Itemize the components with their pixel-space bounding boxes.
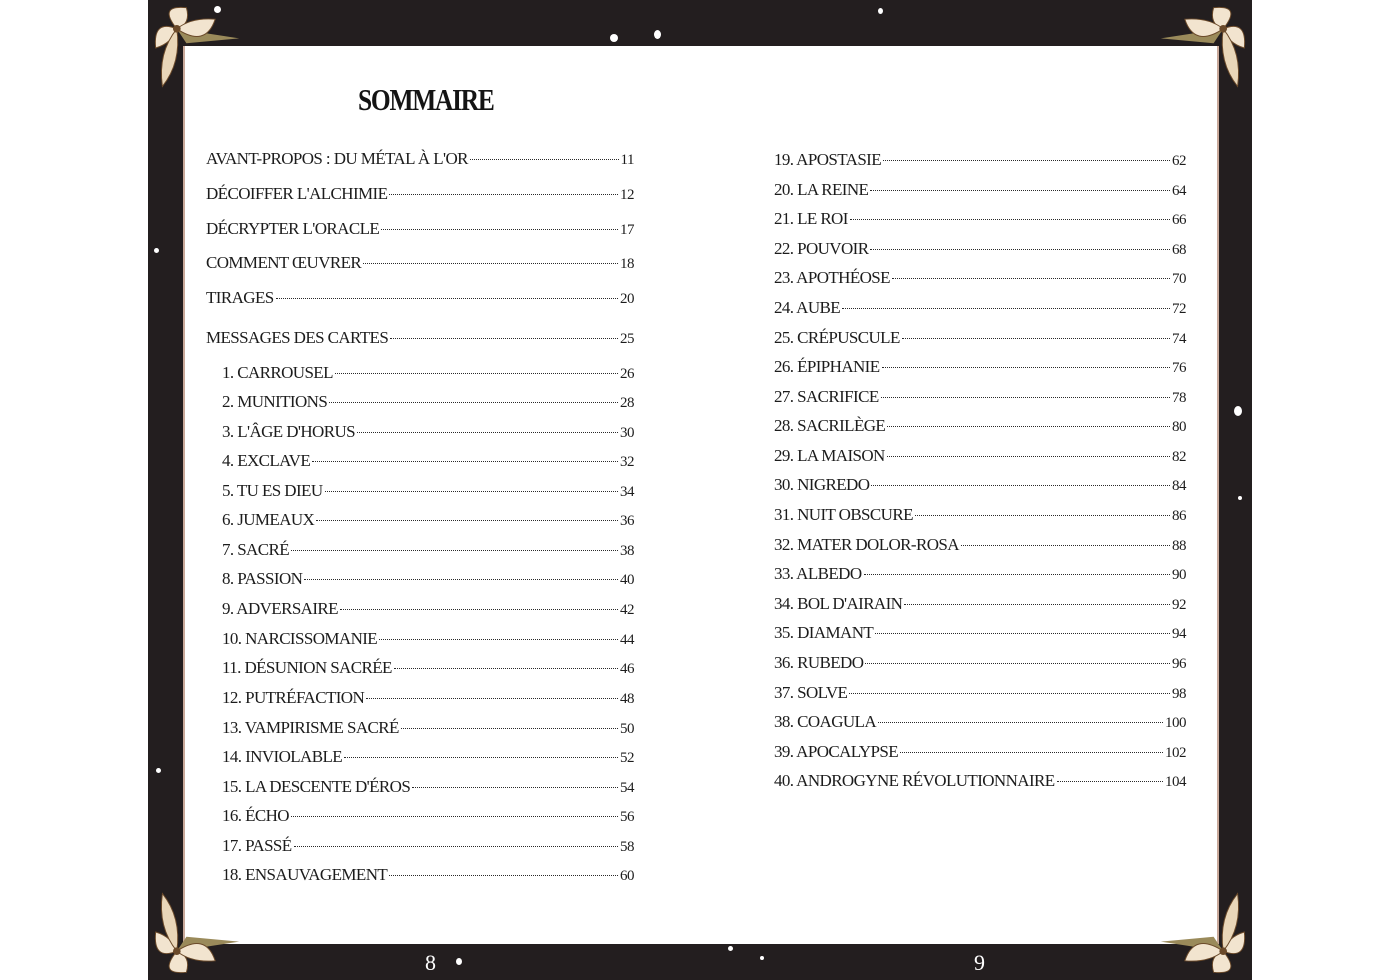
toc-entry-page: 92 — [1172, 597, 1186, 613]
dot-leader — [883, 160, 1170, 161]
toc-entry-label: 13. VAMPIRISME SACRÉ — [222, 718, 399, 737]
dot-leader — [870, 190, 1170, 191]
toc-entry-page: 94 — [1172, 626, 1186, 642]
toc-entry — [774, 209, 1186, 233]
toc-entry — [774, 771, 1186, 795]
dot-leader — [961, 545, 1170, 546]
toc-entry-label: 38. COAGULA — [774, 712, 877, 731]
toc-entry-page: 46 — [620, 661, 634, 677]
toc-entry — [206, 219, 634, 243]
toc-entry-label: 6. JUMEAUX — [222, 510, 315, 529]
dot-leader — [291, 550, 618, 551]
toc-entry-label: 9. ADVERSAIRE — [222, 599, 338, 618]
toc-entry-page: 44 — [620, 632, 634, 648]
toc-entry-label: AVANT-PROPOS : DU MÉTAL À L'OR — [206, 149, 468, 168]
dot-leader — [329, 402, 618, 403]
toc-entry-label: 3. L'ÂGE D'HORUS — [222, 422, 355, 441]
toc-entry — [774, 594, 1186, 618]
toc-entry-label: 18. ENSAUVAGEMENT — [222, 865, 388, 884]
toc-entry — [774, 357, 1186, 381]
toc-entry-label: 30. NIGREDO — [774, 475, 870, 494]
toc-entry-label: 5. TU ES DIEU — [222, 481, 323, 500]
toc-entry-page: 72 — [1172, 301, 1186, 317]
toc-entry — [774, 239, 1186, 263]
toc-entry — [774, 416, 1186, 440]
dot-leader — [881, 397, 1170, 398]
dot-leader — [871, 485, 1170, 486]
toc-entry-page: 11 — [620, 152, 634, 168]
flower-corner-icon — [1156, 884, 1252, 980]
toc-entry-page: 82 — [1172, 449, 1186, 465]
toc-entry-page: 68 — [1172, 242, 1186, 258]
toc-entry — [222, 422, 634, 446]
toc-entry — [222, 806, 634, 830]
flower-corner-icon — [1156, 0, 1252, 96]
toc-entry-label: 34. BOL D'AIRAIN — [774, 594, 903, 613]
toc-entry-page: 100 — [1165, 715, 1186, 731]
toc-entry — [222, 569, 634, 593]
toc-entry-label: 39. APOCALYPSE — [774, 742, 899, 761]
toc-entry-page: 54 — [620, 780, 634, 796]
toc-entry-label: 40. ANDROGYNE RÉVOLUTIONNAIRE — [774, 771, 1055, 790]
flower-corner-icon — [148, 884, 244, 980]
toc-entry — [222, 392, 634, 416]
toc-entry-label: 27. SACRIFICE — [774, 387, 879, 406]
toc-entry-page: 88 — [1172, 538, 1186, 554]
toc-entry-page: 34 — [620, 484, 634, 500]
toc-entry — [222, 718, 634, 742]
toc-entry — [774, 653, 1186, 677]
toc-entry-page: 12 — [620, 187, 634, 203]
toc-entry-label: 2. MUNITIONS — [222, 392, 328, 411]
toc-entry — [222, 481, 634, 505]
toc-entry-page: 42 — [620, 602, 634, 618]
dot-leader — [470, 159, 619, 160]
dot-leader — [1057, 781, 1163, 782]
dot-leader — [291, 816, 618, 817]
toc-entry-page: 20 — [620, 291, 634, 307]
dot-leader — [902, 338, 1170, 339]
toc-entry — [774, 298, 1186, 322]
dot-leader — [389, 875, 618, 876]
toc-entry-page: 25 — [620, 331, 634, 347]
dot-leader — [875, 633, 1170, 634]
toc-entry-page: 32 — [620, 454, 634, 470]
toc-entry — [222, 688, 634, 712]
page-number-right: 9 — [974, 950, 985, 975]
dot-leader — [379, 639, 618, 640]
toc-entry — [774, 683, 1186, 707]
toc-entry-page: 38 — [620, 543, 634, 559]
toc-entry-page: 90 — [1172, 567, 1186, 583]
toc-entry-page: 76 — [1172, 360, 1186, 376]
toc-entry — [206, 253, 634, 277]
toc-entry — [206, 184, 634, 208]
dot-leader — [390, 338, 618, 339]
toc-entry — [222, 540, 634, 564]
toc-entry-label: 33. ALBEDO — [774, 564, 862, 583]
toc-entry-label: 23. APOTHÉOSE — [774, 268, 890, 287]
toc-entry-label: 19. APOSTASIE — [774, 150, 882, 169]
toc-entry-page: 86 — [1172, 508, 1186, 524]
toc-entry-label: 21. LE ROI — [774, 209, 848, 228]
star-dot — [1238, 496, 1242, 500]
dot-leader — [394, 668, 618, 669]
toc-entry-label: 29. LA MAISON — [774, 446, 885, 465]
toc-entry-page: 84 — [1172, 478, 1186, 494]
page-title: SOMMAIRE — [358, 82, 494, 117]
dot-leader — [325, 491, 619, 492]
dot-leader — [294, 846, 618, 847]
toc-entry — [206, 328, 634, 352]
toc-entry-page: 18 — [620, 256, 634, 272]
dot-leader — [900, 752, 1163, 753]
toc-entry-label: 1. CARROUSEL — [222, 363, 333, 382]
toc-entry-label: 28. SACRILÈGE — [774, 416, 886, 435]
toc-entry-label: 12. PUTRÉFACTION — [222, 688, 365, 707]
dot-leader — [316, 520, 618, 521]
flower-corner-icon — [148, 0, 244, 96]
star-dot — [1234, 406, 1242, 416]
toc-entry — [222, 658, 634, 682]
toc-entry-page: 48 — [620, 691, 634, 707]
toc-entry — [222, 777, 634, 801]
toc-entry-page: 40 — [620, 572, 634, 588]
toc-entry-label: TIRAGES — [206, 288, 274, 307]
toc-entry-page: 102 — [1165, 745, 1186, 761]
toc-entry — [222, 865, 634, 889]
dot-leader — [412, 787, 618, 788]
star-dot — [654, 30, 661, 39]
dot-leader — [381, 229, 618, 230]
toc-entry — [774, 475, 1186, 499]
toc-entry-page: 96 — [1172, 656, 1186, 672]
dot-leader — [870, 249, 1170, 250]
dot-leader — [882, 367, 1170, 368]
toc-entry-label: 32. MATER DOLOR-ROSA — [774, 535, 959, 554]
toc-entry-page: 66 — [1172, 212, 1186, 228]
toc-entry — [222, 599, 634, 623]
toc-entry-page: 104 — [1165, 774, 1186, 790]
dot-leader — [357, 432, 618, 433]
toc-entry — [774, 505, 1186, 529]
toc-entry — [774, 180, 1186, 204]
dot-leader — [849, 693, 1170, 694]
dot-leader — [878, 722, 1163, 723]
toc-entry-label: 37. SOLVE — [774, 683, 848, 702]
star-dot — [156, 768, 161, 773]
toc-entry-page: 74 — [1172, 331, 1186, 347]
toc-entry-page: 58 — [620, 839, 634, 855]
toc-entry — [774, 742, 1186, 766]
star-dot — [728, 946, 733, 951]
toc-entry-page: 64 — [1172, 183, 1186, 199]
toc-entry — [222, 629, 634, 653]
toc-entry-label: DÉCRYPTER L'ORACLE — [206, 219, 380, 238]
dot-leader — [887, 426, 1170, 427]
toc-entry-label: 26. ÉPIPHANIE — [774, 357, 880, 376]
toc-entry-page: 62 — [1172, 153, 1186, 169]
star-dot — [610, 34, 618, 42]
toc-entry — [774, 564, 1186, 588]
dot-leader — [842, 308, 1170, 309]
toc-entry-label: 35. DIAMANT — [774, 623, 874, 642]
toc-entry-page: 26 — [620, 366, 634, 382]
toc-entry-label: MESSAGES DES CARTES — [206, 328, 389, 347]
dot-leader — [401, 728, 618, 729]
dot-leader — [340, 609, 618, 610]
toc-entry-label: 24. AUBE — [774, 298, 841, 317]
toc-entry-page: 80 — [1172, 419, 1186, 435]
dot-leader — [363, 263, 618, 264]
toc-entry — [774, 150, 1186, 174]
star-dot — [456, 958, 462, 965]
toc-entry-label: DÉCOIFFER L'ALCHIMIE — [206, 184, 388, 203]
dot-leader — [887, 456, 1170, 457]
toc-entry-label: 7. SACRÉ — [222, 540, 289, 559]
toc-entry-label: 4. EXCLAVE — [222, 451, 311, 470]
dot-leader — [366, 698, 618, 699]
toc-entry-label: 22. POUVOIR — [774, 239, 869, 258]
toc-entry — [222, 747, 634, 771]
toc-entry-page: 78 — [1172, 390, 1186, 406]
toc-entry-label: 25. CRÉPUSCULE — [774, 328, 900, 347]
toc-entry — [774, 268, 1186, 292]
toc-entry — [774, 387, 1186, 411]
toc-entry-page: 36 — [620, 513, 634, 529]
dot-leader — [850, 219, 1170, 220]
dot-leader — [304, 579, 618, 580]
toc-entry-page: 17 — [620, 222, 634, 238]
toc-entry-page: 50 — [620, 721, 634, 737]
toc-entry-label: 15. LA DESCENTE D'ÉROS — [222, 777, 411, 796]
toc-entry-label: 17. PASSÉ — [222, 836, 292, 855]
dot-leader — [915, 515, 1170, 516]
toc-entry — [222, 510, 634, 534]
dot-leader — [389, 194, 618, 195]
toc-entry — [222, 363, 634, 387]
toc-entry — [774, 535, 1186, 559]
dot-leader — [335, 373, 618, 374]
toc-entry-label: 8. PASSION — [222, 569, 303, 588]
toc-entry-page: 28 — [620, 395, 634, 411]
star-dot — [878, 8, 883, 14]
toc-entry-label: 16. ÉCHO — [222, 806, 289, 825]
dot-leader — [865, 663, 1170, 664]
toc-entry — [774, 712, 1186, 736]
toc-entry — [206, 288, 634, 312]
toc-entry-page: 56 — [620, 809, 634, 825]
toc-entry — [222, 836, 634, 860]
dot-leader — [892, 278, 1170, 279]
toc-entry-page: 98 — [1172, 686, 1186, 702]
toc-entry-label: COMMENT ŒUVRER — [206, 253, 362, 272]
toc-entry-page: 52 — [620, 750, 634, 766]
dot-leader — [276, 298, 618, 299]
dot-leader — [312, 461, 618, 462]
toc-entry-page: 60 — [620, 868, 634, 884]
toc-entry — [774, 623, 1186, 647]
toc-entry-label: 20. LA REINE — [774, 180, 869, 199]
toc-entry-page: 70 — [1172, 271, 1186, 287]
star-dot — [154, 248, 159, 253]
toc-entry-page: 30 — [620, 425, 634, 441]
toc-entry — [774, 446, 1186, 470]
toc-entry-label: 31. NUIT OBSCURE — [774, 505, 913, 524]
dot-leader — [864, 574, 1170, 575]
dot-leader — [904, 604, 1170, 605]
toc-entry-label: 14. INVIOLABLE — [222, 747, 343, 766]
toc-entry-label: 10. NARCISSOMANIE — [222, 629, 378, 648]
toc-entry — [222, 451, 634, 475]
dot-leader — [344, 757, 618, 758]
toc-entry-label: 11. DÉSUNION SACRÉE — [222, 658, 392, 677]
page-number-left: 8 — [425, 950, 436, 975]
star-dot — [760, 956, 764, 960]
toc-entry — [774, 328, 1186, 352]
toc-entry — [206, 149, 634, 173]
toc-entry-label: 36. RUBEDO — [774, 653, 864, 672]
